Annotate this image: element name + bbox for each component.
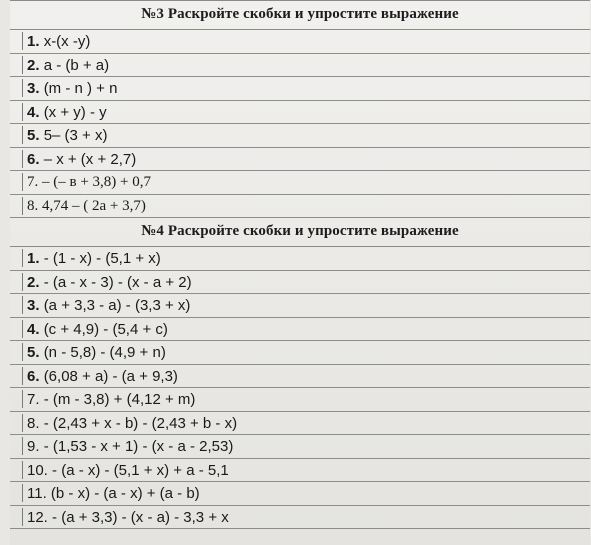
s4-row-10 [10,459,590,483]
s3-item-number: 4. [27,103,40,121]
s4-item-expression: (a + 3,3 - a) - (3,3 + x) [43,297,191,314]
s4-item-expression: - (a - x) - (5,1 + x) + a - 5,1 [52,461,229,479]
s4-item-number: 1. [27,250,40,267]
s4-row-2 [10,271,590,295]
s4-item-expression: - (a - x - 3) - (x - a + 2) [43,273,192,291]
section-4-title: №4 Раскройте скобки и упростите выражение [141,223,459,239]
s4-row-12 [10,506,590,530]
s3-item-expression: – (– в + 3,8) + 0,7 [42,174,151,190]
s3-item-expression: 4,74 – ( 2a + 3,7) [42,197,146,214]
s4-row-3 [10,294,590,318]
s4-row-11 [10,482,590,506]
s3-item-expression: – x + (x + 2,7) [43,150,137,168]
s3-item-number: 8. [27,197,39,214]
s4-item-expression: - (m - 3,8) + (4,12 + m) [43,391,196,408]
section-3-header [10,0,590,30]
s4-item-expression: - (1,53 - x + 1) - (x - a - 2,53) [43,438,234,455]
s3-item-number: 2. [27,56,40,74]
s3-item-number: 6. [27,150,40,168]
s3-item-number: 7. [27,174,39,190]
s3-item-expression: (x + y) - y [43,103,107,121]
s3-row-6 [10,148,590,172]
s3-row-8 [10,195,590,219]
s4-item-expression: (6,08 + a) - (a + 9,3) [43,367,178,385]
s4-row-7 [10,388,590,412]
s4-item-expression: (c + 4,9) - (5,4 + c) [43,320,168,338]
s3-row-7 [10,171,590,195]
s4-item-number: 3. [27,297,40,314]
s3-row-3 [10,77,590,101]
s4-item-number: 5. [27,344,40,361]
s3-item-number: 1. [27,33,40,50]
s4-item-number: 7. [27,391,40,408]
s4-row-6 [10,365,590,389]
s4-row-9 [10,435,590,459]
s3-row-1 [10,30,590,54]
s3-item-expression: (m - n ) + n [43,80,118,97]
s4-item-number: 4. [27,320,40,338]
s4-item-number: 12. [27,508,48,526]
s4-item-number: 11. [27,485,47,502]
s4-item-number: 2. [27,273,40,291]
s4-item-expression: - (2,43 + x - b) - (2,43 + b - x) [43,414,238,432]
s4-item-number: 8. [27,414,40,432]
s4-item-number: 6. [27,367,40,385]
s4-row-5 [10,341,590,365]
s3-item-expression: 5– (3 + x) [43,127,108,144]
section-3-title: №3 Раскройте скобки и упростите выражение [141,6,459,22]
s3-item-expression: a - (b + a) [43,56,110,74]
s3-item-expression: x-(x -y) [43,33,91,50]
s3-row-5 [10,124,590,148]
s3-item-number: 5. [27,127,40,144]
s4-item-expression: - (1 - x) - (5,1 + x) [43,250,161,267]
s3-item-number: 3. [27,80,40,97]
s4-row-4 [10,318,590,342]
s4-item-number: 9. [27,438,40,455]
s4-item-expression: (b - x) - (a - x) + (a - b) [50,485,200,502]
s4-item-number: 10. [27,461,48,479]
s4-row-8 [10,412,590,436]
worksheet [10,0,590,545]
s3-row-4 [10,101,590,125]
s4-item-expression: (n - 5,8) - (4,9 + n) [43,344,166,361]
s3-row-2 [10,54,590,78]
s4-row-1 [10,247,590,271]
section-4-header [10,218,590,247]
s4-item-expression: - (a + 3,3) - (x - a) - 3,3 + x [52,508,229,526]
